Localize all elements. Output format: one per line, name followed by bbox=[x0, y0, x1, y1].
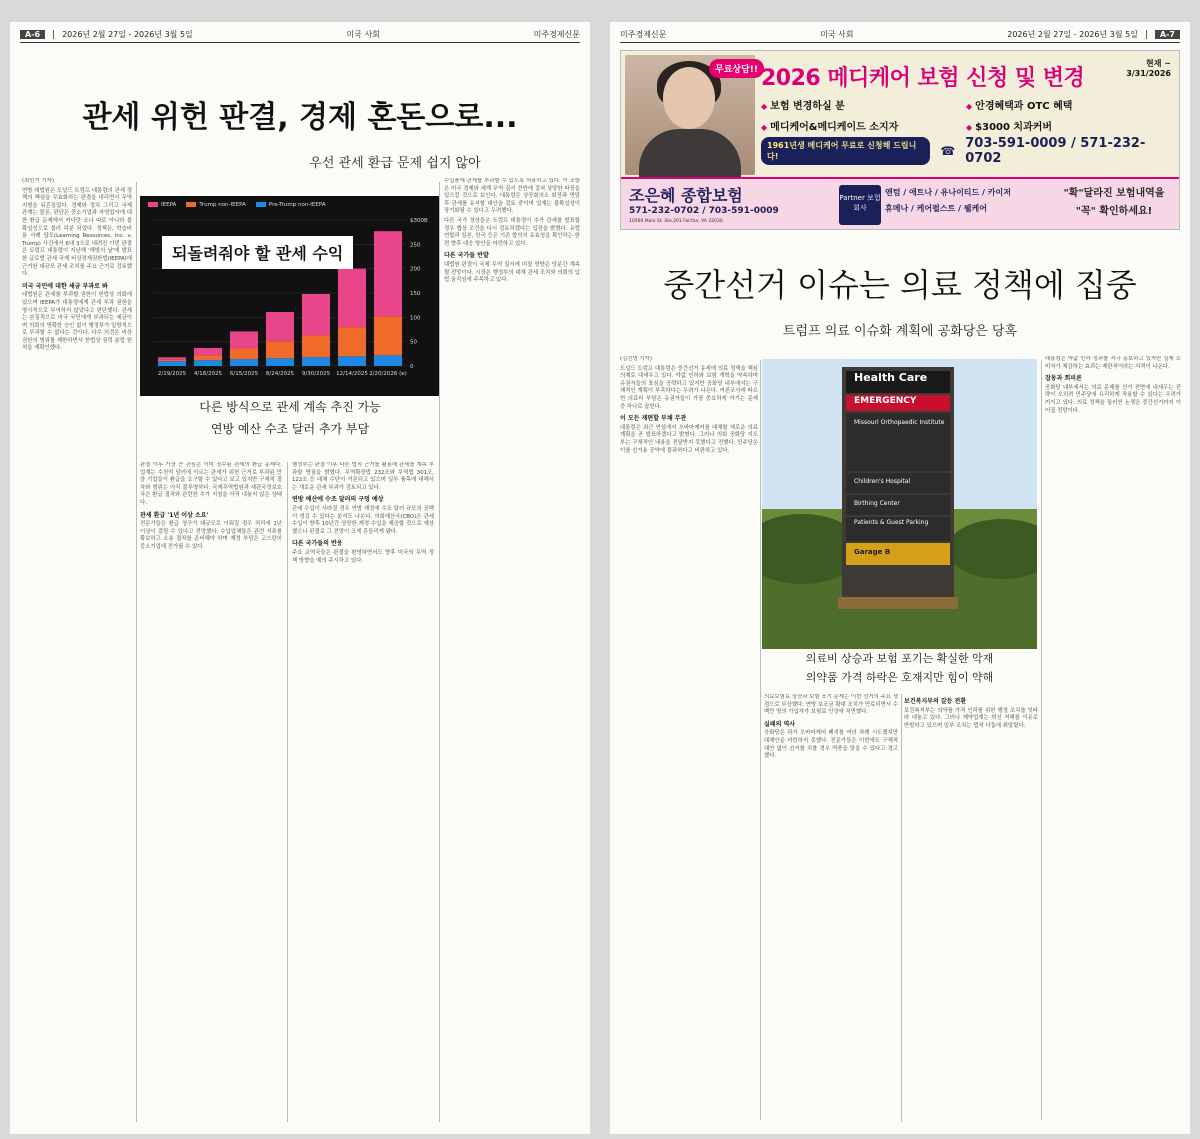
bar-segment bbox=[158, 361, 186, 366]
agency-phones[interactable]: 571-232-0702 / 703-591-0009 bbox=[629, 206, 779, 216]
free-consult-badge: 무료상담!! bbox=[709, 59, 764, 78]
section-heading: 실패의 역사 bbox=[764, 720, 796, 728]
ad-phone[interactable]: 703-591-0009 / 571-232-0702 bbox=[965, 136, 1146, 166]
article-column-3 bbox=[292, 462, 434, 1128]
y-tick-label: $300B bbox=[410, 218, 428, 224]
article-text: 관세 수입이 사라질 경우 연방 재정에 수조 달러 규모의 공백이 생길 수 있다는 분석도 나온다. 의회예산국(CBO)은 관세 수입이 향후 10년간 상당한 재정 수입을 제공할 것으로 예상했으나 판결로 그 전망이 크게 흔들리게 됐다. bbox=[292, 505, 434, 535]
article-column-1 bbox=[22, 178, 132, 1128]
bar-segment bbox=[338, 269, 366, 327]
partner-label: Partner 보험회사 bbox=[839, 185, 881, 225]
bar-segment bbox=[266, 341, 294, 358]
article-text: 대통령은 약값 인하 성과를 적극 홍보하고 있지만 실제 소비자가 체감하는 효과는 제한적이라는 지적이 나온다. bbox=[1045, 356, 1181, 370]
x-tick-label: 2/20/2026 (e) bbox=[369, 371, 407, 377]
y-tick-label: 0 bbox=[410, 364, 414, 370]
ad-benefit-item: ◆ 안경혜택과 OTC 혜택 bbox=[966, 97, 1171, 116]
left-page bbox=[10, 22, 590, 1134]
bar-segment bbox=[194, 348, 222, 355]
sign-brand: Health Care bbox=[854, 371, 928, 384]
ad-benefit-list bbox=[761, 97, 1171, 137]
article-text: 수입품에 관세를 부과할 수 있도록 허용하고 있다. 이 조항은 미국 경제와 세계 무역 질서 전반에 걸쳐 상당한 파장을 일으킬 것으로 보인다. 대통령은 상공회의소 회장과 면담 후 관세를 유지할 대안을 검토 중이며 업계는 불확실성이 장기화될 수 있다고 우려했다. bbox=[444, 178, 580, 215]
bar-segment bbox=[374, 231, 402, 316]
x-tick-label: 8/24/2025 bbox=[265, 371, 295, 377]
ad-footer bbox=[621, 177, 1180, 230]
bar-segment bbox=[302, 335, 330, 357]
ad-title: 2026 메디케어 보험 신청 및 변경 bbox=[761, 66, 1085, 91]
ad-free-note: 1961년생 메디케어 무료로 신청해 드립니다! bbox=[761, 137, 930, 165]
right-folio bbox=[620, 28, 1180, 40]
sign-parking: Garage B bbox=[854, 548, 891, 556]
section-heading: 관세 환급 '1년 이상 소요' bbox=[140, 511, 209, 519]
legend-item-trump-non-ieepa: Trump non-IEEPA bbox=[186, 202, 246, 208]
article-column-2 bbox=[140, 462, 282, 1128]
tariff-revenue-chart bbox=[140, 196, 440, 396]
bar-segment bbox=[374, 316, 402, 355]
article-text: 공화당 내부에서는 의료 문제를 선거 전면에 내세우는 전략이 오히려 민주당에 유리하게 작용할 수 있다는 우려가 커지고 있다. 의료 정책을 둘러싼 논쟁은 중간선거까지 이어질 전망이다. bbox=[1045, 384, 1181, 414]
section-heading: 미국 국민에 대한 세금 부과로 봐 bbox=[22, 282, 108, 290]
legend-item-pre-trump: Pre-Trump non-IEEPA bbox=[256, 202, 326, 208]
agency-name: 조은혜 종합보험 bbox=[629, 186, 743, 205]
sign-row: Children's Hospital bbox=[854, 478, 911, 485]
y-tick-label: 100 bbox=[410, 315, 421, 322]
section-heading: 이 모든 재편할 부채 무관 bbox=[620, 415, 687, 423]
partner-brands: 앤텀 / 애트나 / 유나이티드 / 카이저 휴메나 / 케어펄스트 / 웰케어 bbox=[885, 188, 1011, 213]
x-tick-label: 9/30/2025 bbox=[301, 371, 331, 377]
x-tick-label: 12/14/2025 bbox=[336, 371, 368, 377]
y-tick-label: 250 bbox=[410, 242, 421, 249]
bar-segment bbox=[338, 356, 366, 366]
x-tick-label: 6/15/2025 bbox=[229, 371, 259, 377]
page-number: A-7 bbox=[1155, 30, 1180, 39]
agency-address: 10560 Main St. Ste.201 Fairfax, VA 22030 bbox=[629, 219, 723, 224]
paper-name: 미주경제신문 bbox=[620, 29, 667, 39]
article-text: 의료보험료 상승과 보험 포기 문제는 이번 선거의 주요 쟁점으로 부상했다. 연방 보조금 확대 조치가 만료되면서 수백만 명의 가입자가 보험료 인상에 직면했다. bbox=[764, 694, 898, 716]
sign-emergency: EMERGENCY bbox=[854, 396, 917, 406]
chart-plot bbox=[140, 196, 440, 396]
article-text: 보건복지부는 의약품 가격 인하를 위한 행정 조치를 잇따라 내놓고 있다. 그러나 제약업계는 혁신 저해를 이유로 반발하고 있으며 일부 조치는 법적 다툼에 휘말렸다. bbox=[904, 707, 1038, 729]
issue-date: 2026년 2월 27일 - 2026년 3월 5일 bbox=[62, 29, 193, 39]
page-number: A-6 bbox=[20, 30, 45, 39]
section-heading: 다른 국가들 반발 bbox=[444, 252, 489, 260]
sign-row: Missouri Orthopaedic Institute bbox=[854, 419, 945, 426]
article-column-3 bbox=[904, 694, 1038, 1128]
article-text: 행정부는 판결 이후 다른 법적 근거를 활용해 관세를 계속 부과할 방침을 밝혔다. 무역확장법 232조와 무역법 301조, 122조 등 대체 수단이 거론되고 있으며 일부 품목에 대해서는 새로운 관세 부과가 검토되고 있다. bbox=[292, 462, 434, 491]
sign-row: Patients & Guest Parking bbox=[854, 519, 929, 526]
paper-name: 미주경제신문 bbox=[533, 29, 580, 39]
issue-date: 2026년 2월 27일 - 2026년 3월 5일 bbox=[1007, 29, 1138, 39]
x-tick-label: 4/18/2025 bbox=[193, 371, 223, 377]
bar-segment bbox=[230, 359, 258, 366]
subhead: 트럼프 의료 이슈화 계획에 공화당은 당혹 bbox=[782, 324, 1018, 339]
ad-date: 현재 ~ 3/31/2026 bbox=[1126, 59, 1171, 78]
section-heading: 보건복지부의 갈등 전환 bbox=[904, 698, 967, 705]
photo-caption-line: 의료비 상승과 보험 포기는 확실한 악재 bbox=[805, 652, 994, 665]
bar-segment bbox=[194, 355, 222, 360]
legend-item-ieepa: IEEPA bbox=[148, 202, 176, 208]
bar-segment bbox=[158, 357, 186, 359]
article-column-2 bbox=[764, 694, 898, 1128]
bar-segment bbox=[302, 357, 330, 366]
section-heading: 연방 예산에 수조 달러의 구멍 예상 bbox=[292, 496, 384, 504]
photo-caption-line: 의약품 가격 하락은 호재지만 힘이 약해 bbox=[805, 671, 994, 684]
y-tick-label: 150 bbox=[410, 291, 421, 297]
chart-caption bbox=[140, 396, 440, 456]
section-heading: 다른 국가들의 반응 bbox=[292, 540, 343, 548]
headline: 관세 위헌 판결, 경제 혼돈으로... bbox=[82, 100, 518, 135]
phone-icon: ☎ bbox=[940, 144, 956, 158]
left-folio bbox=[20, 28, 580, 40]
photo-caption bbox=[762, 649, 1037, 689]
article-text: 대법원은 관세를 부과할 권한이 헌법상 의회에 있으며 IEEPA가 대통령에게 관세 부과 권한을 명시적으로 부여하지 않았다고 판단했다. 관세는 본질적으로 미국 국민에게 부과되는 세금이며 의회의 명확한 승인 없이 행정부가 일방적으로 부과할 수 없다는 것이다. 다수 의견은 비상 권한의 범위를 제한하면서 헌법상 권력 분립 원칙을 재확인했다. bbox=[22, 292, 132, 352]
article-text: 연방 대법원은 도널드 트럼프 대통령의 관세 정책의 핵심을 무효화하는 판결을 내리면서 무역 지형을 뒤흔들었다. 경제와 정치 그리고 국제 관계는 물론, 판단은 중소기업과 자영업자에 대한 환급 문제에서 커다란 소나 따로 아니라 불확실성으로 불러 덕분 되었다. 정책은, 학습비용 사례 답도(Learning Resources, Inc. v. Trump) 사건에서 6대 3으로 내려진 이번 판결은 트럼프 대통령이 지난해 '해방의 날'에 발표한 글로벌 관세 국제 비상경제권한법(IEEPA)에 근거한 대규모 관세 조치를 주요 근거로 검토했다. bbox=[22, 187, 132, 278]
article-text: 판결 이후 가장 큰 관심은 이미 징수된 관세의 환급 문제다. 업계는 수천억 달러에 이르는 관세가 위헌 근거로 부과된 만큼 기업들이 환급을 요구할 수 있다고 보고 있지만 구체적 절차와 범위는 아직 불투명하다. 국제무역법원과 세관국경보호국은 환급 절차와 관련한 추가 지침을 아직 내놓지 않은 상태다. bbox=[140, 462, 282, 506]
article-text: 공화당은 과거 오바마케어 폐지를 여러 차례 시도했지만 대체안을 마련하지 못했다. 전문가들은 이번에도 구체적 대안 없이 선거를 치를 경우 역풍을 맞을 수 있다고 경고했다. bbox=[764, 730, 898, 760]
section-name: 미국 사회 bbox=[346, 29, 380, 39]
article-column-4 bbox=[444, 178, 580, 1128]
chart-title: 되돌려줘야 할 관세 수익 bbox=[162, 236, 353, 269]
right-page bbox=[610, 22, 1190, 1134]
bar-segment bbox=[302, 294, 330, 335]
article-text: 대통령은 최근 연설에서 오바마케어를 대체할 새로운 의료 계획을 곧 발표하겠다고 밝혔다. 그러나 의회 공화당 지도부는 구체적인 내용을 전달받지 못했다고 전했다. 민주당은 이를 선거용 공약에 불과하다고 비판하고 있다. bbox=[620, 424, 758, 454]
byline: (김선영 기자) bbox=[620, 356, 652, 362]
bar-segment bbox=[230, 348, 258, 359]
x-tick-label: 2/19/2025 bbox=[157, 371, 187, 377]
subhead: 우선 관세 환급 문제 쉽지 않아 bbox=[309, 156, 481, 171]
hospital-sign-photo bbox=[762, 359, 1037, 649]
headline: 중간선거 이슈는 의료 정책에 집중 bbox=[663, 266, 1137, 304]
article-text: 도널드 트럼프 대통령은 중간선거 유세에 의료 정책을 핵심 의제로 내세우고 있다. 약값 인하와 보험 개혁을 약속하며 유권자들의 표심을 공략하고 있지만 공화당 내부에서는 구체적인 계획이 부족하다는 우려가 나온다. 여론조사에 따르면 의료비 부담은 유권자들이 가장 중요하게 여기는 문제 중 하나로 꼽힌다. bbox=[620, 365, 758, 410]
ad-benefit-item: ◆ $3000 치과커버 bbox=[966, 118, 1171, 137]
article-text: 전문가들은 환급 청구가 대규모로 이뤄질 경우 처리에 1년 이상이 걸릴 수 있다고 전망했다. 수입업체들은 관련 서류를 확보하고 소송 절차를 준비해야 하며 재정 부담은 고스란히 중소기업에 전가될 수 있다. bbox=[140, 521, 282, 550]
chart-caption-line: 연방 예산 수조 달러 추가 부담 bbox=[210, 422, 370, 436]
medicare-advertisement[interactable] bbox=[620, 50, 1180, 230]
sign-row: Birthing Center bbox=[854, 500, 900, 507]
ad-benefit-item: ◆ 보험 변경하실 분 bbox=[761, 97, 966, 116]
section-heading: 잡동과 회피론 bbox=[1045, 375, 1082, 383]
chart-caption-line: 다른 방식으로 관세 계속 추진 가능 bbox=[199, 400, 381, 414]
y-tick-label: 50 bbox=[410, 339, 417, 346]
article-column-4 bbox=[1045, 356, 1181, 1128]
bar-segment bbox=[338, 327, 366, 356]
bar-segment bbox=[194, 360, 222, 366]
article-column-1 bbox=[620, 356, 758, 1128]
article-text: 다른 국가 정상들은 트럼프 대통령이 추가 관세를 발표할 경우 협상 조건을 다시 검토하겠다는 입장을 밝혔다. 유럽연합과 일본, 한국 등은 기존 합의의 유효성을 확인하는 한편 향후 대응 방안을 마련하고 있다. bbox=[444, 217, 580, 247]
section-name: 미국 사회 bbox=[820, 29, 854, 39]
article-text: 대법원 판결이 국제 무역 질서에 미칠 영향은 당분간 계속될 전망이다. 시장은 행정부의 대체 관세 조치와 의회의 입법 움직임에 주목하고 있다. bbox=[444, 261, 580, 284]
bar-segment bbox=[374, 355, 402, 366]
bar-segment bbox=[266, 312, 294, 341]
ad-benefit-item: ◆ 메디케어&메디케이드 소지자 bbox=[761, 118, 966, 137]
ad-contact-strip bbox=[761, 136, 1177, 166]
byline: (최민기 기자) bbox=[22, 178, 54, 184]
ad-call-to-action: "확"달라진 보험내역을 "꼭" 확인하세요! bbox=[1063, 188, 1165, 217]
bar-segment bbox=[158, 360, 186, 361]
article-text: 주요 교역국들은 판결을 환영하면서도 향후 미국의 무역 정책 방향을 예의 주시하고 있다. bbox=[292, 549, 434, 564]
bar-segment bbox=[230, 331, 258, 348]
y-tick-label: 200 bbox=[410, 266, 421, 273]
bar-segment bbox=[266, 358, 294, 366]
